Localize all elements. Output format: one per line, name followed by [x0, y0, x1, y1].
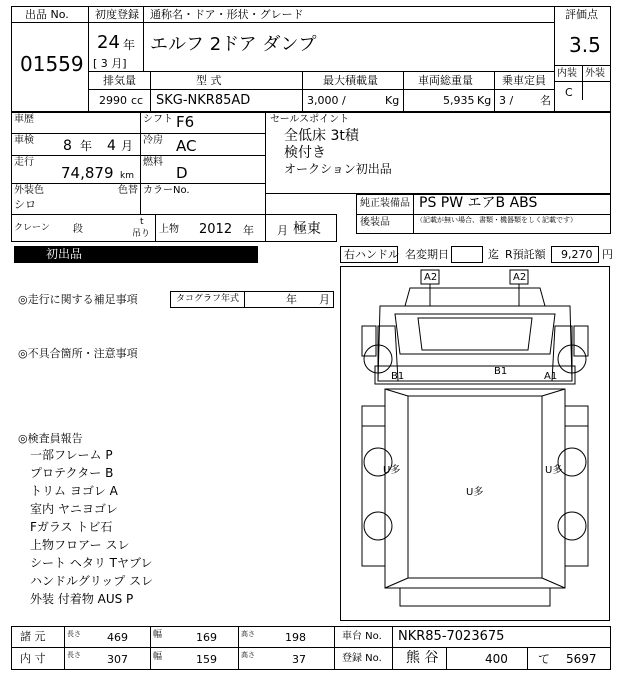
inspector-line: 上物フロアー スレ [30, 538, 130, 552]
after-parts-label: 後装品 [360, 217, 390, 228]
divider [11, 647, 611, 648]
registration-class: 400 [485, 652, 508, 666]
inspection-label: 車検 [14, 135, 34, 146]
windshield [395, 314, 555, 354]
sales-point-line: 検付き [284, 145, 326, 161]
bed-line [385, 389, 408, 396]
inner-label: 内 寸 [20, 652, 46, 665]
displacement-label: 排気量 [103, 74, 136, 87]
divider [334, 626, 335, 670]
name-change-label: 名変期日 [405, 248, 449, 261]
equipment-value: PS PW エアB ABS [419, 195, 538, 211]
capacity-unit: 名 [540, 94, 551, 107]
left-side-panel [362, 406, 385, 566]
divider [554, 81, 611, 82]
model-label: 型 式 [196, 74, 222, 87]
width-label: 幅 [153, 652, 163, 662]
body-year: 2012 [199, 222, 233, 237]
spec-width: 169 [196, 631, 217, 644]
rear-left-wheel-2 [364, 512, 392, 540]
inner-height: 37 [292, 653, 306, 666]
valid-until-label: 迄 [488, 248, 499, 261]
gross-weight-unit: Kg [477, 94, 492, 107]
displacement-value: 2990 [99, 94, 127, 107]
chassis-label: 車台 No. [342, 631, 382, 642]
divider [11, 214, 266, 215]
registration-label: 登録 No. [342, 653, 382, 664]
color-change-label: 色替 [118, 185, 138, 196]
color-label: 外装色 [14, 185, 44, 196]
mark-a1: A1 [544, 371, 558, 382]
registration-number: 5697 [566, 652, 597, 666]
divider [11, 183, 266, 184]
gross-weight-value: 5,935 [443, 94, 475, 107]
body-year-unit: 年 [243, 224, 254, 237]
steering-value: 右ハンドル [344, 248, 399, 261]
capacity-label: 乗車定員 [502, 74, 546, 87]
first-listing-text: 初出品 [46, 247, 83, 261]
inspector-line: トリム ヨゴレ A [30, 484, 118, 498]
length-label: 長さ [67, 630, 81, 638]
divider [89, 71, 555, 72]
inspection-month-unit: 月 [121, 139, 134, 153]
divider [392, 626, 393, 670]
fuel-label: 燃料 [143, 157, 163, 168]
truck-diagram [340, 266, 610, 621]
interior-grade: C [565, 86, 573, 99]
tailgate [400, 588, 550, 606]
inspector-line: ハンドルグリップ スレ [30, 574, 154, 588]
max-load-label: 最大積載量 [323, 74, 378, 87]
mileage-label: 走行 [14, 157, 34, 168]
displacement-unit: cc [131, 94, 144, 107]
mark-b1-right: B1 [494, 366, 508, 377]
sales-point-line: 全低床 3t積 [284, 128, 359, 144]
divider [302, 71, 303, 112]
divider [140, 112, 141, 214]
defect-notes-label: ◎不具合箇所・注意事項 [18, 347, 138, 360]
after-parts-note: （記載が無い場合、書類・機器類をしく記載です） [416, 216, 577, 224]
bed-line [542, 578, 565, 588]
divider [64, 626, 65, 670]
registration-kana: て [538, 652, 551, 666]
gross-weight-label: 車両総重量 [418, 74, 473, 87]
body-month-unit: 月 [277, 224, 288, 237]
inner-length: 307 [107, 653, 128, 666]
spec-height: 198 [285, 631, 306, 644]
divider [150, 71, 151, 112]
spec-label: 諸 元 [20, 630, 46, 643]
inspection-year-unit: 年 [80, 139, 93, 153]
shift-label: シフト [143, 114, 173, 125]
mark-u-right: U多 [545, 465, 563, 476]
divider [413, 194, 414, 234]
mirror-left [362, 326, 376, 356]
driving-notes-label: ◎走行に関する補足事項 [18, 293, 138, 306]
bed-line [385, 578, 408, 588]
cab-roof [405, 288, 545, 306]
inspector-line: 外装 付着物 AUS P [30, 592, 134, 606]
divider [494, 71, 495, 112]
cab-outline [378, 306, 572, 381]
divider [150, 626, 151, 670]
divider [527, 647, 528, 670]
deposit-value: 9,270 [561, 248, 593, 261]
length-label: 長さ [67, 651, 81, 659]
registration-place: 熊 谷 [406, 650, 439, 666]
height-label: 高さ [241, 651, 255, 659]
color-number-label: カラーNo. [143, 185, 190, 196]
mark-u-left: U多 [383, 465, 401, 476]
overall-grade: 3.5 [569, 33, 601, 57]
first-registration-label: 初度登録 [95, 8, 139, 21]
bed-line [542, 389, 565, 396]
inspector-report-label: ◎検査員報告 [18, 432, 83, 445]
recycle-deposit-label: R預託額 [505, 248, 546, 261]
inspector-line: Fガラス トビ石 [30, 520, 113, 534]
registration-year-unit: 年 [123, 38, 136, 52]
inner-width: 159 [196, 653, 217, 666]
body-label: 上物 [159, 224, 179, 235]
divider [155, 214, 156, 242]
mark-b1-left: B1 [391, 371, 405, 382]
model-code: SKG-NKR85AD [156, 93, 251, 108]
spec-length: 469 [107, 631, 128, 644]
divider [356, 214, 611, 215]
grade-label: 評価点 [565, 8, 598, 21]
fuel-value: D [176, 164, 188, 182]
lot-number: 01559 [20, 52, 84, 76]
inspector-line: 室内 ヤニヨゴレ [30, 502, 118, 516]
deposit-unit: 円 [602, 248, 613, 261]
mark-a2-left: A2 [424, 272, 438, 283]
divider [403, 71, 404, 112]
max-load-unit: Kg [385, 94, 400, 107]
vehicle-name: エルフ 2ドア ダンプ [150, 34, 317, 55]
divider [582, 65, 583, 100]
color-value: シロ [14, 198, 36, 211]
equipment-label: 純正装備品 [360, 198, 410, 209]
name-change-box [451, 246, 483, 263]
divider [11, 22, 555, 23]
right-side-panel [565, 406, 588, 566]
divider [11, 155, 266, 156]
capacity-value: 3 / [499, 94, 514, 107]
mirror-right [574, 326, 588, 356]
body-maker: 極東 [293, 221, 321, 237]
divider [244, 291, 245, 308]
registration-year: 24 [97, 32, 120, 53]
divider [238, 626, 239, 670]
ac-label: 冷房 [143, 135, 163, 146]
mark-a2-right: A2 [513, 272, 527, 283]
shift-value: F6 [176, 113, 195, 131]
inspection-month: 4 [107, 138, 116, 154]
divider [143, 6, 144, 71]
divider [89, 89, 555, 90]
crane-ton: t [140, 217, 144, 227]
exterior-grade-label: 外装 [585, 68, 605, 79]
width-label: 幅 [153, 630, 163, 640]
crane-stage: 段 [73, 224, 83, 235]
crane-hang: 吊り [132, 229, 151, 239]
vehicle-name-label: 通称名・ドア・形状・グレード [150, 8, 304, 21]
rear-right-wheel-2 [558, 512, 586, 540]
max-load-value: 3,000 / [307, 94, 346, 107]
divider [554, 65, 611, 66]
tachograph-year-unit: 年 [286, 293, 297, 306]
tachograph-label: タコグラフ年式 [176, 294, 240, 304]
windshield-inner [418, 318, 532, 350]
interior-grade-label: 内装 [557, 68, 577, 79]
dimensions-frame [11, 626, 611, 670]
sales-point-line: オークション初出品 [284, 162, 392, 176]
height-label: 高さ [241, 630, 255, 638]
inspection-year: 8 [63, 138, 72, 154]
divider [446, 647, 447, 670]
ac-value: AC [176, 137, 197, 155]
sales-point-label: セールスポイント [270, 114, 350, 125]
inspector-line: プロテクター B [30, 466, 114, 480]
registration-month: [ 3 月] [93, 57, 127, 70]
chassis-number: NKR85-7023675 [398, 629, 505, 644]
mileage-value: 74,879 [61, 164, 114, 182]
history-label: 車歴 [14, 114, 34, 125]
lot-number-label: 出品 No. [25, 8, 69, 21]
divider [11, 133, 266, 134]
crane-label: クレーン [14, 223, 50, 233]
tachograph-month-unit: 月 [319, 293, 330, 306]
inspector-line: シート ヘタリ Tヤブレ [30, 556, 153, 570]
mileage-unit: km [120, 171, 134, 181]
mark-u-center: U多 [466, 487, 484, 498]
inspector-line: 一部フレーム P [30, 448, 113, 462]
